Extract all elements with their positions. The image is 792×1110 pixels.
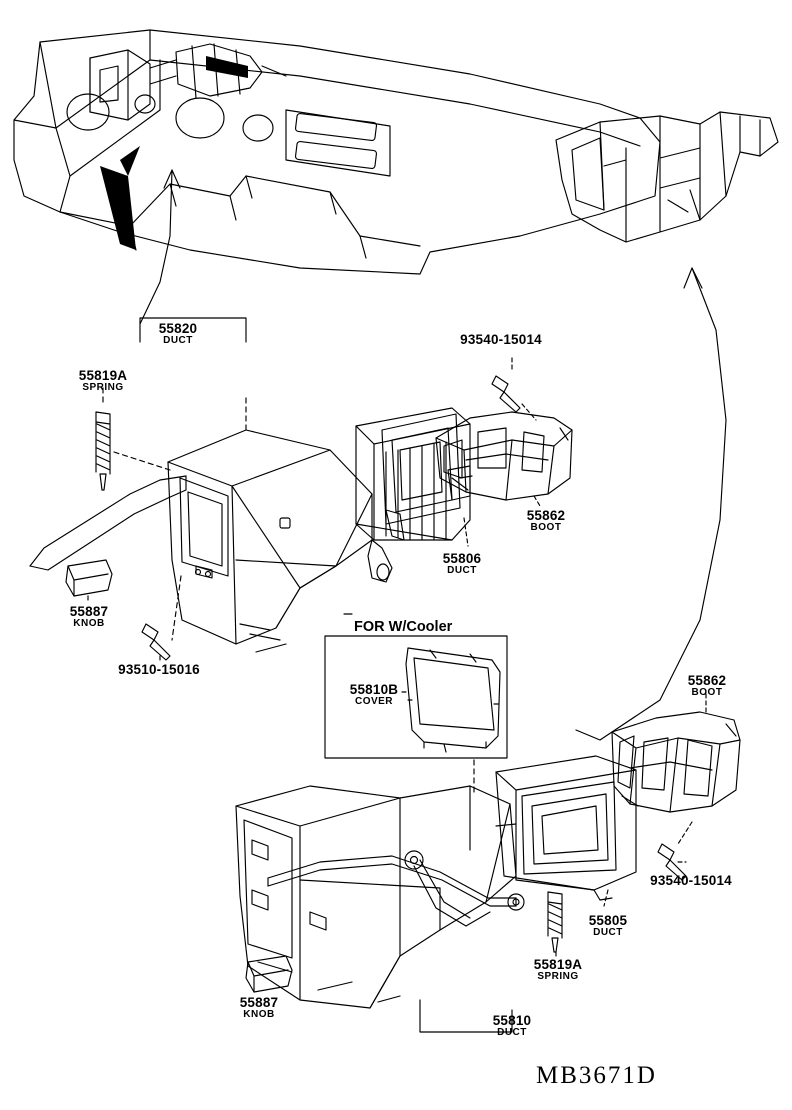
boot-55862-bottom	[612, 712, 740, 812]
spring-part-bottom	[548, 892, 562, 952]
label-num: 55819A	[533, 957, 583, 972]
label-num: 55819A	[78, 368, 128, 383]
label-num: 93540-15014	[460, 332, 542, 347]
label-num: 55862	[687, 673, 727, 688]
label-sub: COVER	[354, 695, 394, 707]
label-knob-55887-top	[70, 605, 109, 629]
label-num: 55887	[69, 604, 109, 619]
label-duct-55820	[159, 322, 198, 346]
duct-55805-body	[496, 756, 636, 900]
label-boot-55862-top	[527, 509, 566, 533]
dashboard-outline	[14, 30, 778, 274]
label-num: 55805	[588, 913, 628, 928]
knob-part-bottom	[246, 956, 292, 992]
label-sub: DUCT	[163, 334, 193, 346]
inset-title: FOR W/Cooler	[354, 619, 453, 635]
label-sub: DUCT	[447, 564, 477, 576]
label-num: 93540-15014	[650, 873, 732, 888]
label-cover-55810b	[350, 683, 399, 707]
label-screw-93510	[118, 663, 200, 677]
label-num: 55820	[158, 321, 198, 336]
label-sub: KNOB	[243, 1008, 275, 1020]
spring-part-top	[96, 412, 110, 490]
label-screw-93540-top	[460, 333, 542, 347]
knob-part-top	[66, 560, 112, 596]
label-num: 93510-15016	[118, 662, 200, 677]
screw-93510	[142, 624, 170, 660]
label-spring-55819a-bottom	[534, 958, 583, 982]
label-num: 55862	[526, 508, 566, 523]
label-sub: BOOT	[530, 521, 562, 533]
screw-93540-top	[492, 376, 520, 412]
label-num: 55806	[442, 551, 482, 566]
label-duct-55810	[493, 1014, 532, 1038]
control-lever-rod	[30, 476, 186, 566]
label-num: 55810	[492, 1013, 532, 1028]
label-screw-93540-bottom	[650, 874, 732, 888]
label-sub: SPRING	[82, 381, 124, 393]
label-boot-55862-bottom	[688, 674, 727, 698]
label-knob-55887-bottom	[240, 996, 279, 1020]
label-sub: SPRING	[537, 970, 579, 982]
duct-55806-body	[356, 408, 472, 540]
label-spring-55819a-top	[79, 369, 128, 393]
label-sub: KNOB	[73, 617, 105, 629]
label-sub: DUCT	[497, 1026, 527, 1038]
label-sub: DUCT	[593, 926, 623, 938]
label-sub: BOOT	[691, 686, 723, 698]
label-duct-55805	[589, 914, 628, 938]
label-num: 55887	[239, 995, 279, 1010]
duct-55810-body	[236, 786, 524, 1008]
label-num: 55810B	[349, 682, 399, 697]
label-duct-55806	[443, 552, 482, 576]
sheet-code: MB3671D	[536, 1062, 657, 1089]
